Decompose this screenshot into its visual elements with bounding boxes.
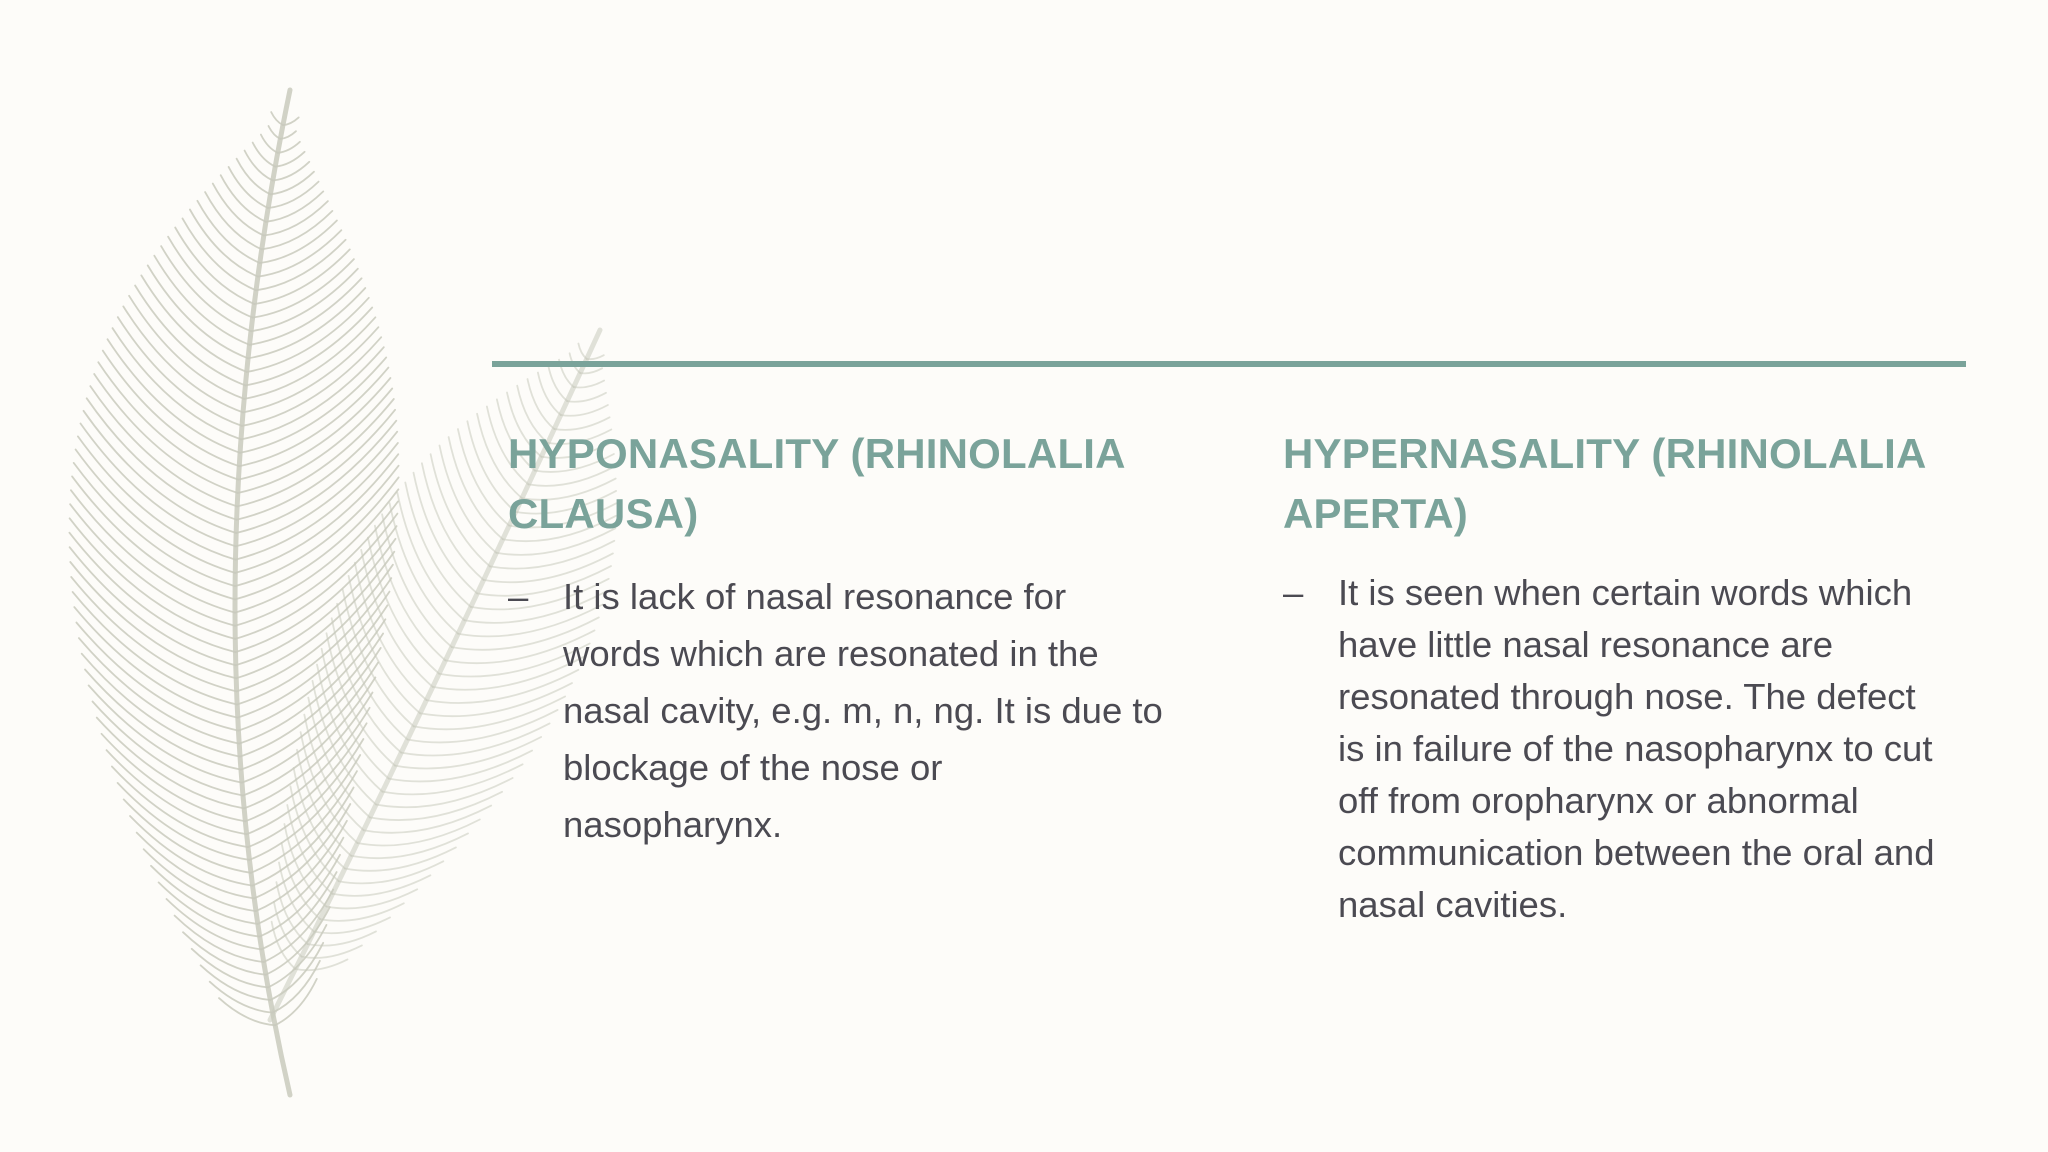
- feather-main-barb: [205, 192, 262, 249]
- feather-secondary-barb: [431, 454, 490, 566]
- feather-main-barb: [268, 182, 319, 208]
- hypernasality-heading: HYPERNASALITY (RHINOLALIA APERTA): [1283, 430, 1926, 537]
- feather-main-barb: [94, 374, 238, 493]
- right-column: [1283, 424, 1943, 931]
- feather-main-barb: [213, 184, 264, 236]
- feather-secondary-barb: [578, 344, 586, 359]
- feather-secondary-barb: [276, 882, 307, 944]
- hypernasality-text: It is seen when certain words which have little nasal resonance are resonated through nose. The defect is in failure of the nasopharynx to cut off from oropharynx or abnormal communication between the oral and nasal cavities.: [1338, 572, 1935, 925]
- feather-main-barb: [71, 577, 236, 692]
- feather-secondary-barb: [538, 373, 561, 415]
- hypernasality-bullet: [1283, 567, 1943, 931]
- feather-main-barb: [76, 623, 238, 731]
- hyponasality-bullet: [508, 568, 1168, 853]
- feather-secondary-barb: [351, 833, 468, 858]
- feather-secondary-barb: [345, 847, 456, 870]
- left-column: [508, 424, 1168, 853]
- title-divider-line: [492, 361, 1966, 367]
- feather-main-barb: [74, 607, 237, 718]
- feather-main-barb: [271, 112, 283, 125]
- feather-main-barb: [269, 126, 281, 139]
- feather-main-barb: [118, 317, 242, 426]
- feather-main-barb: [73, 592, 238, 705]
- feather-main-barb: [236, 421, 396, 533]
- bullet-dash: –: [1283, 572, 1304, 613]
- feather-main-barb: [108, 339, 241, 453]
- feather-main-barb: [241, 347, 384, 439]
- feather-main-barb: [264, 201, 328, 235]
- feather-main-barb: [262, 211, 333, 249]
- feather-secondary-barb: [561, 405, 608, 416]
- feather-secondary-barb: [320, 903, 404, 921]
- feather-secondary-barb: [326, 889, 417, 908]
- feather-secondary-barb: [376, 778, 512, 807]
- feather-main-barb: [260, 221, 337, 264]
- hyponasality-heading: HYPONASALITY (RHINOLALIA CLAUSA): [508, 430, 1125, 537]
- feather-secondary-barb: [548, 366, 567, 401]
- feather-main-barb: [123, 306, 243, 412]
- feather-secondary-barb: [458, 429, 509, 525]
- feather-main-barb: [273, 162, 310, 181]
- hyponasality-text: It is lack of nasal resonance for words which are resonated in the nasal cavity, e.g. m, n, ng. It is due to blockage of the nose or nasopharynx.: [563, 576, 1163, 845]
- feather-main-barb: [221, 175, 266, 222]
- feather-main-barb: [103, 351, 239, 467]
- bullet-dash: –: [508, 576, 529, 617]
- feather-main-barb: [79, 638, 239, 744]
- feather-secondary-barb: [339, 861, 444, 883]
- feather-main-barb: [237, 410, 396, 520]
- feather-main-barb: [261, 135, 278, 153]
- feather-main-barb: [237, 399, 394, 506]
- feather-main-barb: [90, 386, 237, 506]
- feather-main-shaft: [235, 90, 290, 1095]
- feather-main-barb: [167, 899, 262, 949]
- feather-main-barb: [253, 143, 276, 167]
- feather-secondary-barb: [333, 875, 431, 896]
- feather-main-barb: [82, 654, 240, 757]
- feather-main-barb: [70, 562, 236, 678]
